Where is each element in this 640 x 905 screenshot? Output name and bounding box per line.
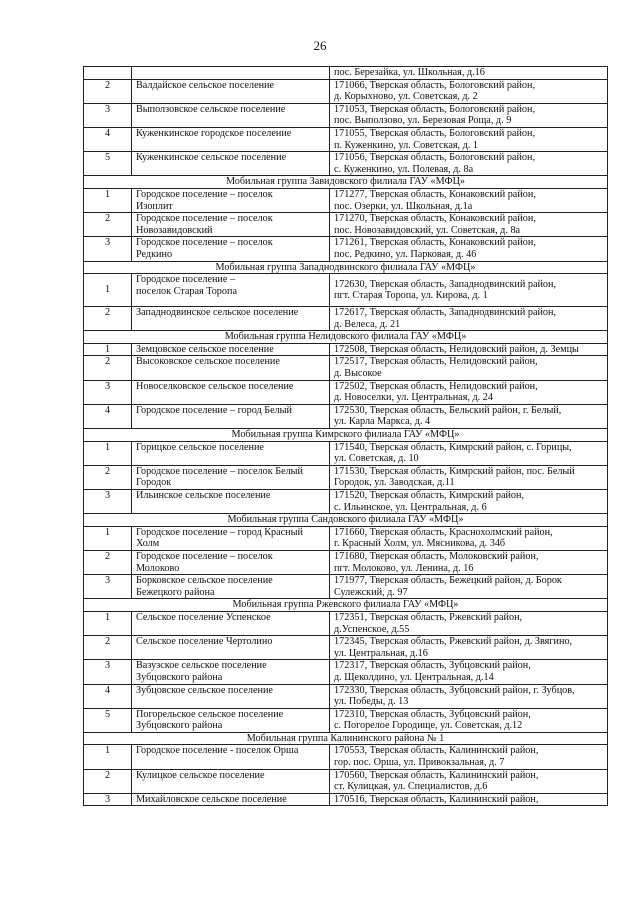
- table-row: [84, 660, 608, 684]
- group-header-row: [84, 514, 608, 527]
- settlement-name: Куженкинское сельское поселение: [132, 152, 330, 176]
- row-number: [84, 67, 132, 80]
- row-number: 2: [84, 356, 132, 380]
- row-number: 1: [84, 611, 132, 635]
- address: 172351, Тверская область, Ржевский район, д.Успенское, д.55: [330, 611, 608, 635]
- settlement-name: Куженкинское городское поселение: [132, 127, 330, 151]
- mobile-groups-table: [83, 66, 608, 806]
- settlement-name: Ильинское сельское поселение: [132, 490, 330, 514]
- row-number: 1: [84, 274, 132, 307]
- settlement-name: Городское поселение – город Красный Холм: [132, 526, 330, 550]
- table-row: [84, 575, 608, 599]
- table-row: [84, 152, 608, 176]
- table-row: [84, 213, 608, 237]
- settlement-name: [132, 67, 330, 80]
- table-row: [84, 79, 608, 103]
- settlement-name: Вазузское сельское поселение Зубцовского района: [132, 660, 330, 684]
- row-number: 1: [84, 343, 132, 356]
- group-title: Мобильная группа Кимрского филиала ГАУ «МФЦ»: [84, 429, 608, 442]
- group-header-row: [84, 599, 608, 612]
- settlement-name: Высоковское сельское поселение: [132, 356, 330, 380]
- group-header-row: [84, 261, 608, 274]
- address: 170516, Тверская область, Калининский район,: [330, 793, 608, 806]
- row-number: 5: [84, 152, 132, 176]
- address: 170560, Тверская область, Калининский район, ст. Кулицкая, ул. Специалистов, д.6: [330, 769, 608, 793]
- table-row: [84, 550, 608, 574]
- table-row: [84, 307, 608, 331]
- table-row: [84, 490, 608, 514]
- address: 172317, Тверская область, Зубцовский район, д. Щеколдино, ул. Центральная, д.14: [330, 660, 608, 684]
- table-row: [84, 441, 608, 465]
- row-number: 3: [84, 103, 132, 127]
- settlement-name: Сельское поселение Успенское: [132, 611, 330, 635]
- row-number: 2: [84, 307, 132, 331]
- address: 172345, Тверская область, Ржевский район, д. Звягино, ул. Центральная, д.16: [330, 636, 608, 660]
- row-number: 2: [84, 550, 132, 574]
- settlement-name: Городское поселение – поселок Молоково: [132, 550, 330, 574]
- row-number: 3: [84, 237, 132, 261]
- table-row: [84, 404, 608, 428]
- row-number: 1: [84, 745, 132, 769]
- address: 171540, Тверская область, Кимрский район, с. Горицы, ул. Советская, д. 10: [330, 441, 608, 465]
- address: 172517, Тверская область, Нелидовский район, д. Высокое: [330, 356, 608, 380]
- group-title: Мобильная группа Ржевского филиала ГАУ «МФЦ»: [84, 599, 608, 612]
- settlement-name: Борковское сельское поселение Бежецкого района: [132, 575, 330, 599]
- group-title: Мобильная группа Сандовского филиала ГАУ «МФЦ»: [84, 514, 608, 527]
- row-number: 3: [84, 575, 132, 599]
- address: 172310, Тверская область, Зубцовский район, с. Погорелое Городище, ул. Советская, д.12: [330, 708, 608, 732]
- address: 170553, Тверская область, Калининский район, гор. пос. Орша, ул. Привокзальная, д. 7: [330, 745, 608, 769]
- page-number: 26: [313, 38, 327, 53]
- settlement-name: Новоселковское сельское поселение: [132, 380, 330, 404]
- row-number: 2: [84, 636, 132, 660]
- table-row: [84, 127, 608, 151]
- row-number: 1: [84, 441, 132, 465]
- row-number: 4: [84, 684, 132, 708]
- address: 171053, Тверская область, Бологовский район, пос. Выползово, ул. Березовая Роща, д. 9: [330, 103, 608, 127]
- group-title: Мобильная группа Завидовского филиала ГАУ «МФЦ»: [84, 176, 608, 189]
- table-row: [84, 356, 608, 380]
- row-number: 3: [84, 660, 132, 684]
- address: 172617, Тверская область, Западнодвинский район, д. Велеса, д. 21: [330, 307, 608, 331]
- address: 171277, Тверская область, Конаковский район, пос. Озерки, ул. Школьная, д.1а: [330, 188, 608, 212]
- row-number: 1: [84, 526, 132, 550]
- row-number: 3: [84, 380, 132, 404]
- settlement-name: Земцовское сельское поселение: [132, 343, 330, 356]
- table-row: [84, 188, 608, 212]
- address: 171056, Тверская область, Бологовский район, с. Куженкино, ул. Полевая, д. 8а: [330, 152, 608, 176]
- table-row: [84, 274, 608, 307]
- group-header-row: [84, 429, 608, 442]
- address: 171660, Тверская область, Краснохолмский район, г. Красный Холм, ул. Мясникова, д. 34б: [330, 526, 608, 550]
- table-row: [84, 67, 608, 80]
- group-header-row: [84, 176, 608, 189]
- address: 171066, Тверская область, Бологовский район, д. Корыхново, ул. Советская, д. 2: [330, 79, 608, 103]
- address: 171520, Тверская область, Кимрский район, с. Ильинское, ул. Центральная, д. 6: [330, 490, 608, 514]
- address: 172502, Тверская область, Нелидовский район, д. Новоселки, ул. Центральная, д. 24: [330, 380, 608, 404]
- group-title: Мобильная группа Калининского района № 1: [84, 732, 608, 745]
- settlement-name: Зубцовское сельское поселение: [132, 684, 330, 708]
- table-row: [84, 526, 608, 550]
- address: пос. Березайка, ул. Школьная, д.16: [330, 67, 608, 80]
- table-row: [84, 103, 608, 127]
- settlement-name: Валдайское сельское поселение: [132, 79, 330, 103]
- row-number: 5: [84, 708, 132, 732]
- table-row: [84, 684, 608, 708]
- row-number: 2: [84, 465, 132, 489]
- address: 172530, Тверская область, Бельский район, г. Белый, ул. Карла Маркса, д. 4: [330, 404, 608, 428]
- table-row: [84, 237, 608, 261]
- settlement-name: Городское поселение – поселок Белый Городок: [132, 465, 330, 489]
- group-title: Мобильная группа Нелидовского филиала ГАУ «МФЦ»: [84, 331, 608, 344]
- row-number: 4: [84, 127, 132, 151]
- settlement-name: Городское поселение – поселок Новозавидовский: [132, 213, 330, 237]
- table-row: [84, 769, 608, 793]
- address: 171977, Тверская область, Бежецкий район, д. Борок Сулежский, д. 97: [330, 575, 608, 599]
- address: 172508, Тверская область, Нелидовский район, д. Земцы: [330, 343, 608, 356]
- table-row: [84, 611, 608, 635]
- settlement-name: Выползовское сельское поселение: [132, 103, 330, 127]
- group-header-row: [84, 732, 608, 745]
- address: 171530, Тверская область, Кимрский район, пос. Белый Городок, ул. Заводская, д.11: [330, 465, 608, 489]
- row-number: 3: [84, 793, 132, 806]
- group-title: Мобильная группа Западнодвинского филиала ГАУ «МФЦ»: [84, 261, 608, 274]
- table-row: [84, 380, 608, 404]
- settlement-name: Погорельское сельское поселение Зубцовского района: [132, 708, 330, 732]
- address: 171680, Тверская область, Молоковский район, пгт. Молоково, ул. Ленина, д. 16: [330, 550, 608, 574]
- row-number: 1: [84, 188, 132, 212]
- address: 172630, Тверская область, Западнодвинский район, пгт. Старая Торопа, ул. Кирова, д. 1: [330, 274, 608, 307]
- settlement-name: Горицкое сельское поселение: [132, 441, 330, 465]
- settlement-name: Михайловское сельское поселение: [132, 793, 330, 806]
- table-row: [84, 343, 608, 356]
- row-number: 2: [84, 213, 132, 237]
- table-row: [84, 465, 608, 489]
- row-number: 2: [84, 769, 132, 793]
- settlement-name: Сельское поселение Чертолино: [132, 636, 330, 660]
- row-number: 3: [84, 490, 132, 514]
- table-row: [84, 708, 608, 732]
- settlement-name: Городское поселение - поселок Орша: [132, 745, 330, 769]
- settlement-name: Городское поселение – поселок Старая Торопа: [132, 274, 330, 307]
- address: 171055, Тверская область, Бологовский район, п. Куженкино, ул. Советская, д. 1: [330, 127, 608, 151]
- settlement-name: Городское поселение – поселок Редкино: [132, 237, 330, 261]
- settlement-name: Кулицкое сельское поселение: [132, 769, 330, 793]
- address: 172330, Тверская область, Зубцовский район, г. Зубцов, ул. Победы, д. 13: [330, 684, 608, 708]
- address: 171261, Тверская область, Конаковский район, пос. Редкино, ул. Парковая, д. 46: [330, 237, 608, 261]
- settlement-name: Городское поселение – город Белый: [132, 404, 330, 428]
- table-row: [84, 745, 608, 769]
- row-number: 4: [84, 404, 132, 428]
- row-number: 2: [84, 79, 132, 103]
- settlement-name: Городское поселение – поселок Изоплит: [132, 188, 330, 212]
- settlement-name: Западнодвинское сельское поселение: [132, 307, 330, 331]
- group-header-row: [84, 331, 608, 344]
- address: 171270, Тверская область, Конаковский район, пос. Новозавидовский, ул. Советская, д. 8а: [330, 213, 608, 237]
- table-row: [84, 636, 608, 660]
- table-row: [84, 793, 608, 806]
